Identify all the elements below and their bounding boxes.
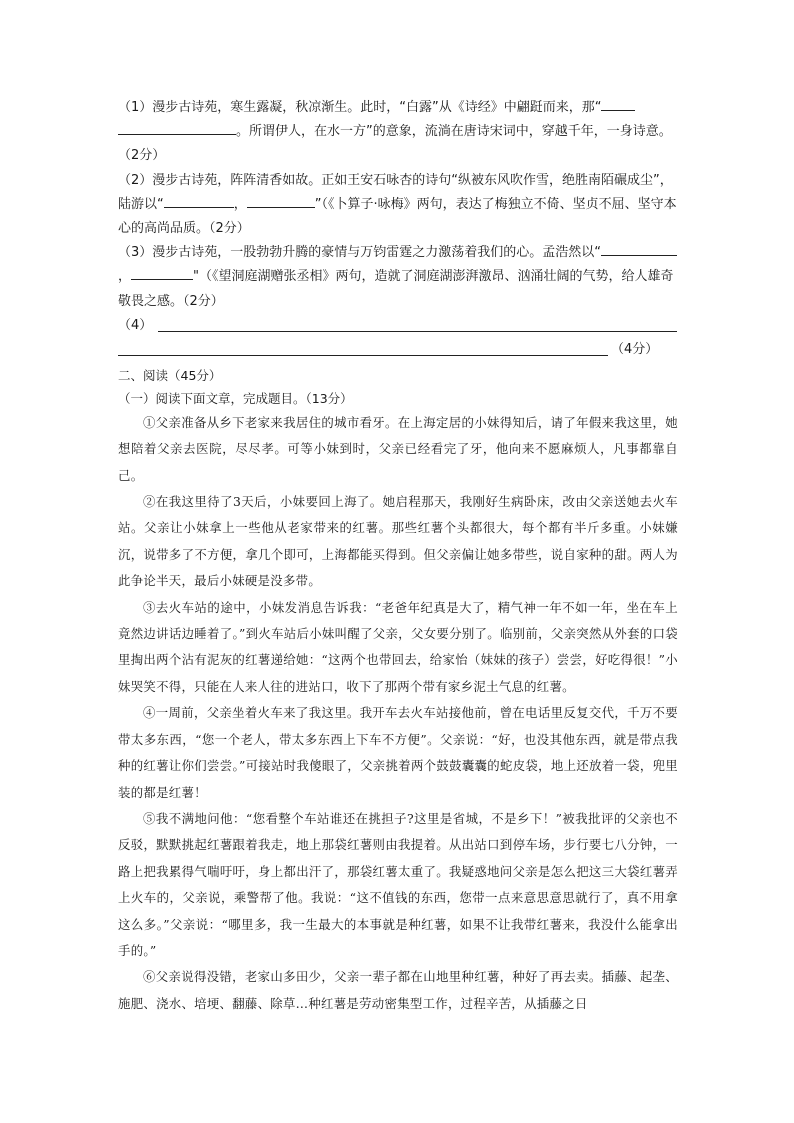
question-2-separator: ，	[233, 196, 247, 212]
answer-line[interactable]	[118, 355, 608, 356]
exam-page	[118, 96, 678, 1017]
answer-blank[interactable]	[164, 193, 234, 208]
passage-paragraph: ①父亲准备从乡下老家来我居住的城市看牙。在上海定居的小妹得知后，请了年假来我这里，她想陪着父亲去医院，尽尽孝。可等小妹到时，父亲已经看完了牙，他向来不愿麻烦人，凡事都靠自己。	[118, 414, 678, 483]
passage-paragraph: ⑥父亲说得没错，老家山多田少，父亲一辈子都在山地里种红薯，种好了再去卖。插藤、起垄、施肥、浇水、培埂、翻藤、除草…种红薯是劳动密集型工作，过程辛苦，从插藤之日	[118, 969, 678, 1011]
answer-blank[interactable]	[601, 241, 635, 256]
question-3-separator: ，	[118, 269, 132, 285]
answer-line[interactable]	[158, 331, 677, 332]
section-title: 二、阅读（45分）	[118, 367, 222, 383]
question-1-text-a: （1）漫步古诗苑，寒生露凝，秋凉渐生。此时，“白露”从《诗经》中翩跹而来，那“	[118, 100, 602, 115]
question-3-text-b: "（《望洞庭湖赠张丞相》两句，造就了洞庭湖澎湃激昂、汹涌壮阔的气势，给人雄奇敬畏之感。（2分）	[118, 269, 674, 309]
answer-blank[interactable]	[601, 96, 635, 111]
answer-blank[interactable]	[131, 265, 193, 280]
question-1	[118, 96, 678, 169]
question-3	[118, 241, 678, 314]
passage-paragraph: ②在我这里待了3天后，小妹要回上海了。她启程那天，我刚好生病卧床，改由父亲送她去火车站。父亲让小妹拿上一些他从老家带来的红薯。那些红薯个头都很大，每个都有半斤多重。小妹嫌沉，说带多了不方便，拿几个即可，上海都能买得到。但父亲偏让她多带些，说自家种的甜。两人为此争论半天，最后小妹硬是没多带。	[118, 494, 678, 589]
question-2-text-b: ”（《卜算子·咏梅》两句，表达了梅独立不倚、坚贞不屈、坚守本心的高尚品质。（2分）	[118, 196, 677, 237]
answer-blank[interactable]	[118, 120, 236, 135]
question-2	[118, 169, 678, 242]
passage-paragraph: ⑤我不满地问他：“您看整个车站谁还在挑担子?这里是省城，不是乡下！”被我批评的父亲也不反驳，默默挑起红薯跟着我走，地上那袋红薯则由我提着。从出站口到停车场，步行要七八分钟，一路上把我累得气喘吁吁，身上都出汗了，那袋红薯太重了。我疑惑地问父亲是怎么把这三大袋红薯弄上火车的，父亲说，乘警帮了他。我说：“这不值钱的东西，您带一点来意思意思就行了，真不用拿这么多。”父亲说：“哪里多，我一生最大的本事就是种红薯，如果不让我带红薯来，我没什么能拿出手的。”	[118, 810, 678, 958]
passage-paragraph: ④一周前，父亲坐着火车来了我这里。我开车去火车站接他前，曾在电话里反复交代，千万不要带太多东西，“您一个老人，带太多东西上下车不方便”。父亲说：“好，也没其他东西，就是带点我种的红薯让你们尝尝。”可接站时我傻眼了，父亲挑着两个鼓鼓囊囊的蛇皮袋，地上还放着一袋，兜里装的都是红薯！	[118, 705, 678, 800]
question-4-score: （4分）	[611, 341, 659, 357]
subsection-title: （一）阅读下面文章，完成题目。（13分）	[118, 390, 353, 406]
passage-paragraph: ③去火车站的途中，小妹发消息告诉我：“老爸年纪真是大了，精气神一年不如一年，坐在车上竟然边讲话边睡着了。”到火车站后小妹叫醒了父亲，父女要分别了。临别前，父亲突然从外套的口袋里掏出两个沾有泥灰的红薯递给她：“这两个也带回去，给家怡（妹妹的孩子）尝尝，好吃得很！”小妹哭笑不得，只能在人来人往的进站口，收下了那两个带有家乡泥土气息的红薯。	[118, 599, 678, 694]
question-2-text-a: （2）漫步古诗苑，阵阵清香如故。正如王安石咏杏的诗句“纵被东风吹作雪，绝胜南陌碾成尘”，陆游以“	[118, 172, 673, 212]
answer-blank[interactable]	[247, 193, 315, 208]
question-1-text-b: 。所谓伊人，在水一方”的意象，流淌在唐诗宋词中，穿越千年，一身诗意。（2分）	[118, 124, 672, 164]
question-4-label: （4）	[118, 317, 153, 333]
answer-blank[interactable]	[635, 241, 677, 256]
question-4	[118, 314, 678, 362]
question-3-text-a: （3）漫步古诗苑，一股勃勃升腾的豪情与万钧雷霆之力激荡着我们的心。孟浩然以“	[118, 245, 602, 261]
